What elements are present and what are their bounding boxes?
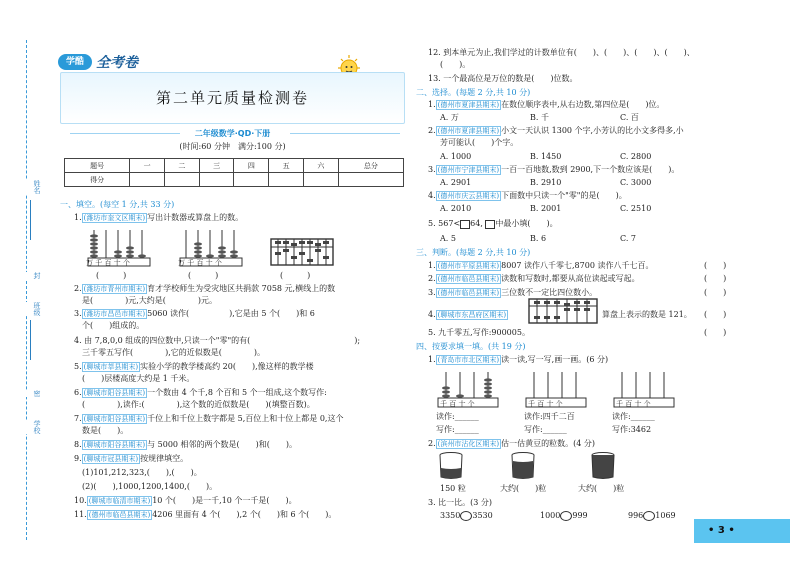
q-num: 1. (428, 261, 436, 270)
source-tag: (聊城市东昌府区期末) (437, 311, 507, 319)
choice-1 (428, 100, 664, 110)
place-labels: 千 百 十 个 (616, 400, 651, 408)
fill-2 (428, 439, 595, 449)
class-label: 班级 (12, 302, 42, 316)
q-text: 千位上和千位上数字都是 5,百位上和十位上都是 0,这个 (147, 414, 344, 423)
q-num: 1. (428, 100, 436, 109)
score-input-cell[interactable] (199, 173, 234, 187)
q-text: 写出计数器或算盘上的数。 (147, 213, 244, 222)
question-11 (74, 510, 336, 520)
source-tag: (德州市临邑县期末) (437, 275, 500, 283)
logo-pill: 学酷 (58, 54, 92, 70)
q-text: 5. 567< (428, 219, 461, 228)
q-text: 10 个( )是一千,10 个一千是( )。 (152, 496, 297, 505)
q-text-cont: 三千零五写作( ),它的近似数是( )。 (82, 348, 266, 357)
choice-2 (428, 126, 684, 136)
q-num: 2. (428, 439, 436, 448)
question-6 (74, 388, 327, 398)
table-cell: 六 (304, 159, 339, 173)
source-tag: (聊城市阳谷县期末) (83, 389, 146, 397)
judge-blank[interactable]: ( ) (704, 261, 727, 270)
write-as[interactable]: 写作:______ (524, 425, 567, 434)
option-a[interactable]: A. 2901 (440, 178, 472, 187)
judge-blank[interactable]: ( ) (704, 274, 727, 283)
compare-right: 999 (572, 511, 588, 520)
compare-right: 1069 (655, 511, 676, 520)
table-cell: 总分 (338, 159, 403, 173)
judge-5: 5. 九千零五,写作:900005。 (428, 328, 530, 337)
source-tag: (青岛市市北区期末) (437, 356, 500, 364)
source-tag: (德州市宁津县期末) (437, 166, 500, 174)
q-text: 中最小填( )。 (495, 219, 558, 228)
source-tag: (潍坊市奎文区期末) (83, 214, 146, 222)
source-tag: (德州市夏津县期末) (437, 101, 500, 109)
q-num: 4. (428, 310, 436, 319)
secret-label: 密 (12, 390, 42, 397)
source-tag: (滨州市沾化区期末) (437, 440, 500, 448)
q-num: 9. (74, 454, 82, 463)
read-as: 读作:四千二百 (524, 412, 575, 421)
compare-circle[interactable] (643, 511, 655, 521)
seal-label: 封 (12, 272, 42, 279)
source-tag: (聊城市冠县期末) (83, 455, 139, 463)
bean-jar-icon (590, 452, 616, 480)
q-text: 三位数不一定比四位数小。 (501, 288, 598, 297)
page-number: • 3 • (694, 519, 790, 543)
q-num: 11. (74, 510, 87, 519)
q-text: 8007 读作八千零七,8700 读作八千七百。 (501, 261, 654, 270)
q-text: 与 5000 相邻的两个数是( )和( )。 (147, 440, 298, 449)
q-text: 下面数中只读一个"零"的是( )。 (501, 191, 627, 200)
q-num: 10. (74, 496, 87, 505)
question-1 (74, 213, 243, 223)
subtitle: 二年级数学·QD·下册 (194, 129, 271, 138)
question-5 (74, 362, 314, 372)
question-7 (74, 414, 343, 424)
judge-4 (428, 310, 508, 320)
option-b[interactable]: B. 2001 (530, 204, 562, 213)
abacus-place-labels: 万 千 百 十 个 (86, 259, 130, 267)
name-label: 姓名 (12, 180, 42, 194)
q-text: 按规律填空。 (140, 454, 189, 463)
table-cell: 得分 (65, 173, 130, 187)
question-2 (74, 284, 335, 294)
q-text: 育才学校师生为受灾地区共捐款 7058 元,横线上的数 (147, 284, 336, 293)
table-cell: 三 (199, 159, 234, 173)
q-num: 8. (74, 440, 82, 449)
table-cell: 二 (164, 159, 199, 173)
table-cell: 五 (269, 159, 304, 173)
option-c[interactable]: C. 3000 (620, 178, 652, 187)
source-tag: (聊城市阳谷县期末) (83, 441, 146, 449)
score-row (65, 173, 404, 187)
abacus-icon (528, 298, 598, 324)
title-banner (60, 72, 405, 124)
compare-left: 3350 (440, 511, 461, 520)
q9-part-2: (2)( ),1000,1200,1400,( )。 (82, 482, 218, 491)
source-tag: (德州市临邑县期末) (437, 289, 500, 297)
table-cell: 题号 (65, 159, 130, 173)
answer-blank[interactable]: ( ) (188, 271, 219, 280)
option-c[interactable]: C. 2510 (620, 204, 652, 213)
q-num: 3. (74, 309, 82, 318)
section-fill-req-heading: 四、按要求填一填。(共 19 分) (416, 342, 526, 351)
q-num: 2. (428, 126, 436, 135)
source-tag: (德州市庆云县期末) (437, 192, 500, 200)
judge-3 (428, 288, 597, 298)
q-num: 1. (428, 355, 436, 364)
judge-blank[interactable]: ( ) (704, 328, 727, 337)
q-num: 2. (74, 284, 82, 293)
q-text: 读一读,写一写,画一画。(6 分) (501, 355, 609, 364)
q-text: 一百一百地数,数到 2900,下一个数应该是( )。 (501, 165, 680, 174)
q-text-cont: ( )层楼高度大约是 1 千米。 (82, 374, 195, 383)
section-fill-heading: 一、填空。(每空 1 分,共 33 分) (60, 200, 175, 209)
binding-bar (30, 200, 31, 240)
option-c[interactable]: C. 百 (620, 113, 639, 122)
compare-circle[interactable] (460, 511, 472, 521)
score-header-row (65, 159, 404, 173)
source-tag: (聊城市临清市期末) (88, 497, 151, 505)
q-num: 1. (74, 213, 82, 222)
q-text-cont: 芳可能认( )个字。 (440, 138, 519, 147)
abacus-place-labels: 万 千 百 十 个 (178, 259, 222, 267)
option-a[interactable]: A. 2010 (440, 204, 472, 213)
choice-5 (428, 219, 558, 229)
compare-left: 1000 (540, 511, 561, 520)
q-text: 4206 里面有 4 个( ),2 个( )和 6 个( )。 (152, 510, 337, 519)
option-b[interactable]: B. 2910 (530, 178, 562, 187)
source-tag: (德州市夏津县期末) (437, 127, 500, 135)
compare-item (540, 511, 588, 521)
source-tag: (潍坊市昌邑市期末) (83, 310, 146, 318)
abacus-icon (270, 238, 334, 266)
q-num: 4. (428, 191, 436, 200)
question-8 (74, 440, 297, 450)
score-input-cell[interactable] (234, 173, 269, 187)
option-a[interactable]: A. 万 (440, 113, 459, 122)
compare-circle[interactable] (560, 511, 572, 521)
q-text-cont: 数是( )。 (82, 426, 129, 435)
write-as[interactable]: 写作:______ (436, 425, 479, 434)
q-text: 64, (470, 219, 486, 228)
jar-label[interactable]: 大约( )粒 (500, 484, 547, 493)
answer-blank[interactable]: ( ) (280, 271, 311, 280)
source-tag: (德州市平原县期末) (437, 262, 500, 270)
section-judge-heading: 三、判断。(每题 2 分,共 10 分) (416, 248, 531, 257)
time-info: (时间:60 分钟 满分:100 分) (179, 142, 286, 151)
write-as: 写作:3462 (612, 425, 652, 434)
source-tag: (聊城市莘县期末) (83, 363, 139, 371)
q-num: 3. (428, 165, 436, 174)
score-table (64, 158, 404, 187)
q-text-cont: ( ),读作:( ),这个数的近似数是( )(填整百数)。 (82, 400, 315, 409)
source-tag: (德州市临邑县期末) (88, 511, 151, 519)
score-input-cell[interactable] (338, 173, 403, 187)
q-text: 估一估黄豆的粒数。(4 分) (501, 439, 595, 448)
q-text-cont: 是( )元,大约是( )元。 (82, 296, 218, 305)
source-tag: (聊城市阳谷县期末) (83, 415, 146, 423)
blank-box[interactable] (460, 220, 470, 229)
compare-item (440, 511, 493, 521)
school-label: 学校 (12, 420, 42, 434)
judge-1 (428, 261, 653, 271)
jar-label: 150 粒 (440, 484, 466, 493)
q-text-cont: 个( )组成的。 (82, 321, 145, 330)
binding-line (26, 40, 27, 540)
q-text: 在数位顺序表中,从右边数,第四位是( )位。 (501, 100, 665, 109)
compare-item (628, 511, 676, 521)
place-labels: 千 百 十 个 (528, 400, 563, 408)
jar-label[interactable]: 大约( )粒 (578, 484, 625, 493)
option-b[interactable]: B. 1450 (530, 152, 562, 161)
choice-4 (428, 191, 627, 201)
read-as[interactable]: 读作:______ (612, 412, 655, 421)
score-input-cell[interactable] (164, 173, 199, 187)
choice-3 (428, 165, 679, 175)
blank-box[interactable] (485, 220, 495, 229)
read-as[interactable]: 读作:______ (436, 412, 479, 421)
question-3 (74, 309, 315, 319)
answer-blank[interactable]: ( ) (96, 271, 127, 280)
bean-jar-icon (438, 452, 464, 480)
fill-1 (428, 355, 608, 365)
option-a[interactable]: A. 5 (440, 234, 456, 243)
section-choice-heading: 二、选择。(每题 2 分,共 10 分) (416, 88, 531, 97)
question-13: 13. 一个最高位是万位的数是( )位数。 (428, 74, 578, 83)
q-num: 2. (428, 274, 436, 283)
q-num: 5. (74, 362, 82, 371)
q-text: 小文一天认识 1300 个字,小芳认的比小文多得多,小 (501, 126, 684, 135)
q-text: 算盘上表示的数是 121。 (602, 310, 692, 319)
score-input-cell[interactable] (304, 173, 339, 187)
q-text-cont: ( )。 (440, 60, 471, 69)
q-text: 实验小学的教学楼高约 20( ),像这样的教学楼 (140, 362, 314, 371)
option-c[interactable]: C. 2800 (620, 152, 652, 161)
judge-blank[interactable]: ( ) (704, 310, 727, 319)
judge-2 (428, 274, 640, 284)
logo-brand: 全考卷 (96, 55, 138, 71)
option-b[interactable]: B. 6 (530, 234, 547, 243)
q-num: 7. (74, 414, 82, 423)
q-text: 5060 读作( ),它是由 5 个( )和 6 (147, 309, 315, 318)
q9-part-1: (1)101,212,323,( ),( )。 (82, 468, 202, 477)
place-labels: 千 百 十 个 (440, 400, 475, 408)
fill-3: 3. 比一比。(3 分) (428, 498, 493, 507)
score-input-cell[interactable] (269, 173, 304, 187)
table-cell: 一 (130, 159, 165, 173)
question-12: 12. 到本单元为止,我们学过的计数单位有( )、( )、( )、( )、 (428, 48, 695, 57)
source-tag: (潍坊市青州市期末) (83, 285, 146, 293)
binding-margin (8, 40, 44, 540)
question-9 (74, 454, 188, 464)
q-num: 6. (74, 388, 82, 397)
binding-bar (30, 320, 31, 360)
bean-jar-icon (510, 452, 536, 480)
compare-right: 3530 (472, 511, 493, 520)
table-cell: 四 (234, 159, 269, 173)
question-4: 4. 由 7,8,0,0 组成的四位数中,只读一个"零"的有( ); (74, 336, 361, 345)
compare-left: 996 (628, 511, 644, 520)
page-title: 第二单元质量检测卷 (155, 89, 309, 107)
question-10 (74, 496, 297, 506)
option-b[interactable]: B. 千 (530, 113, 549, 122)
q-text: 读数和写数时,都要从高位读起或写起。 (501, 274, 640, 283)
option-a[interactable]: A. 1000 (440, 152, 472, 161)
judge-blank[interactable]: ( ) (704, 288, 727, 297)
q-text: 一个数由 4 个千,8 个百和 5 个一组成,这个数写作: (147, 388, 327, 397)
q-num: 3. (428, 288, 436, 297)
option-c[interactable]: C. 7 (620, 234, 637, 243)
score-input-cell[interactable] (130, 173, 165, 187)
